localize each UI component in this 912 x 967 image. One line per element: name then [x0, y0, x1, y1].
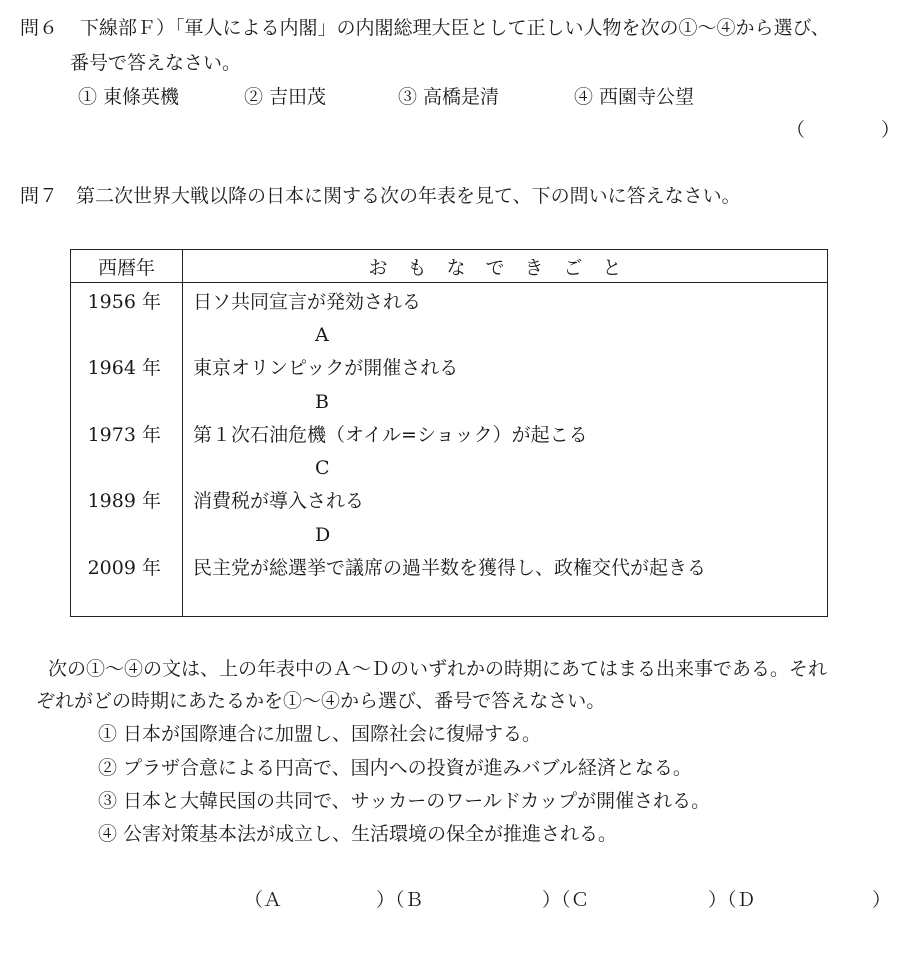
- q7-answer-d: ）（Ｄ: [708, 889, 756, 911]
- q7-instruction-line2: ぞれがどの時期にあたるかを①～④から選び、番号で答えなさい。: [36, 690, 606, 712]
- timeline-year: 1956 年: [87, 291, 161, 313]
- timeline-year: 2009 年: [87, 557, 161, 579]
- q6-answer-blank: （ ）: [786, 119, 901, 141]
- q7-instruction-line1: 次の①～④の文は、上の年表中のＡ～Ｄのいずれかの時期にあてはまる出来事である。それ: [48, 658, 828, 680]
- timeline-event: 民主党が総選挙で議席の過半数を獲得し、政権交代が起きる: [193, 557, 707, 579]
- q7-answer-close: ）: [872, 889, 892, 911]
- q7-statement-4: ④ 公害対策基本法が成立し、生活環境の保全が推進される。: [98, 823, 618, 845]
- q7-answer-a: （Ａ: [244, 889, 283, 911]
- timeline-event: 東京オリンピックが開催される: [193, 357, 459, 379]
- q6-choice-1: ① 東條英機: [78, 86, 180, 108]
- q6-choice-3: ③ 高橋是清: [398, 86, 500, 108]
- timeline-table: [70, 249, 828, 617]
- timeline-period-d: D: [315, 524, 331, 546]
- timeline-year: 1964 年: [87, 357, 161, 379]
- q7-statement-2: ② プラザ合意による円高で、国内への投資が進みバブル経済となる。: [98, 757, 692, 779]
- q6-choice-4: ④ 西園寺公望: [574, 86, 695, 108]
- q6-choice-2: ② 吉田茂: [244, 86, 327, 108]
- q6-text-line1: 下線部Ｆ）「軍人による内閣」の内閣総理大臣として正しい人物を次の①～④から選び、: [80, 17, 830, 39]
- timeline-header-year: 西暦年: [71, 250, 183, 283]
- timeline-period-c: C: [315, 457, 330, 479]
- q6-line1: [20, 16, 830, 40]
- q7-line: [20, 184, 741, 208]
- q6-text-line2: 番号で答えなさい。: [70, 52, 242, 74]
- q7-text: 第二次世界大戦以降の日本に関する次の年表を見て、下の問いに答えなさい。: [76, 185, 741, 207]
- q7-answer-b: ）（Ｂ: [376, 889, 424, 911]
- timeline-event-column: [183, 283, 828, 617]
- q7-label: 問７: [20, 185, 59, 207]
- q7-answer-c: ）（Ｃ: [542, 889, 590, 911]
- timeline-event: 消費税が導入される: [193, 490, 365, 512]
- timeline-year-column: [71, 283, 183, 617]
- timeline-year: 1989 年: [87, 490, 161, 512]
- timeline-event: 日ソ共同宣言が発効される: [193, 291, 422, 313]
- timeline-event: 第１次石油危機（オイル=ショック）が起こる: [193, 424, 588, 446]
- timeline-header-event-text: おもなできごと: [368, 256, 642, 279]
- q6-label: 問６: [20, 17, 59, 39]
- timeline-period-a: A: [315, 324, 329, 346]
- timeline-year: 1973 年: [87, 424, 161, 446]
- timeline-period-b: B: [315, 391, 329, 413]
- q7-statement-1: ① 日本が国際連合に加盟し、国際社会に復帰する。: [98, 723, 542, 745]
- timeline-header-event: [183, 250, 828, 283]
- q7-statement-3: ③ 日本と大韓民国の共同で、サッカーのワールドカップが開催される。: [98, 790, 711, 812]
